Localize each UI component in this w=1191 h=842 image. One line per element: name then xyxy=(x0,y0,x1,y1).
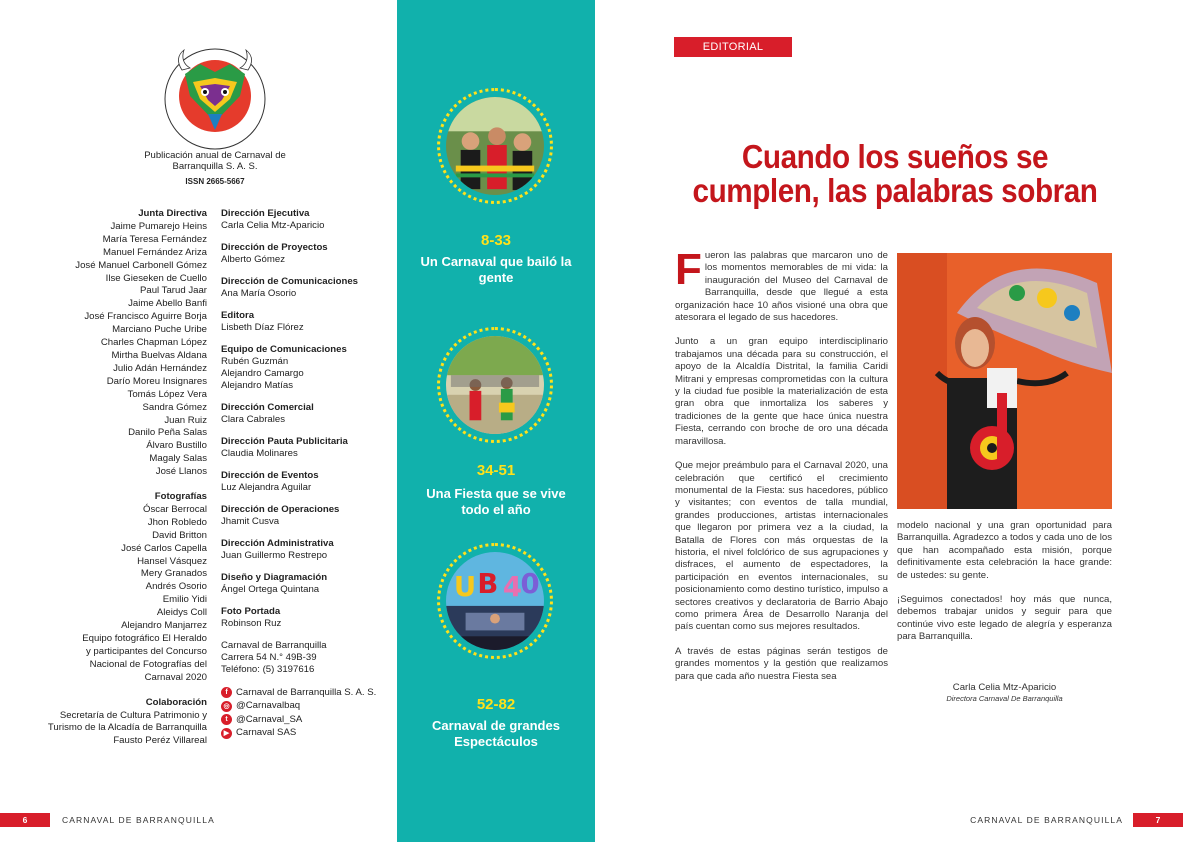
youtube-icon: ▶ xyxy=(221,728,232,739)
credit-name: Magaly Salas xyxy=(149,453,207,465)
right-page xyxy=(595,0,1191,842)
credit-heading: Dirección Comercial xyxy=(221,402,314,413)
section-title-2[interactable]: Una Fiesta que se vive todo el año xyxy=(426,486,566,517)
credit-name: Darío Moreu Insignares xyxy=(106,375,207,387)
credit-name: Mery Granados xyxy=(140,568,207,580)
section-photo-2[interactable] xyxy=(437,327,553,443)
credit-name: Marciano Puche Uribe xyxy=(112,324,207,336)
credit-name: Manuel Fernández Ariza xyxy=(103,246,207,258)
social-label: Carnaval de Barranquilla S. A. S. xyxy=(236,686,377,698)
paragraph-text: ueron las palabras que marcaron uno de los momentos memorables de mi vida: la inauguración del Museo del Carnaval de Barranquilla, desde que llegué a esta organización hace 10 años visioné una obra que atesorara el legado de sus hacedores. xyxy=(675,250,888,324)
credit-heading: Dirección de Operaciones xyxy=(221,504,340,515)
headline: Cuando los sueños se cumplen, las palabras sobran xyxy=(692,138,1098,209)
editorial-column-2 xyxy=(897,520,1112,656)
credit-heading: Dirección Pauta Publicitaria xyxy=(221,436,348,447)
credit-section xyxy=(221,310,391,334)
carnaval-logo xyxy=(160,44,270,154)
credit-name: Ilse Gieseken de Cuello xyxy=(105,272,207,284)
credit-name: Jaime Abello Banfi xyxy=(128,298,207,310)
publication-statement: Publicación anual de Carnaval de Barranquilla S. A. S. xyxy=(144,150,286,172)
paragraph xyxy=(675,245,888,324)
credit-section xyxy=(221,606,391,630)
director-photo xyxy=(897,253,1112,509)
twitter-icon: t xyxy=(221,714,232,725)
credit-name: Álvaro Bustillo xyxy=(146,440,207,452)
credit-sections xyxy=(221,208,391,630)
address-block xyxy=(221,640,391,676)
credit-name: Aleidys Coll xyxy=(156,607,207,619)
credit-name: Rubén Guzmán xyxy=(221,356,289,367)
credit-heading: Dirección Administrativa xyxy=(221,538,334,549)
svg-text:B: B xyxy=(477,569,499,601)
social-facebook[interactable] xyxy=(221,686,391,700)
credits-right-column xyxy=(221,208,391,740)
address-line: Carrera 54 N.° 49B-39 xyxy=(221,652,317,663)
paragraph: modelo nacional y una gran oportunidad para Barranquilla. Agradezco a todos y cada uno de los que han acompañado esta misión, porque definitivamente esta celebración la hace grande: de ustedes: su gente. xyxy=(897,520,1112,581)
credit-heading: Junta Directiva xyxy=(138,208,207,219)
paragraph: ¡Seguimos conectados! hoy más que nunca, debemos trabajar unidos y seguir para que continúe vivo este legado de alegría y esperanza para Barranquilla. xyxy=(897,594,1112,643)
svg-text:U: U xyxy=(453,572,477,604)
credit-section xyxy=(221,276,391,300)
credit-name: Andrés Osorio xyxy=(145,581,207,593)
credit-name: Alejandro Manjarrez xyxy=(121,620,207,632)
credit-name: Robinson Ruz xyxy=(221,618,282,629)
credit-name: David Britton xyxy=(152,529,207,541)
social-links xyxy=(221,686,391,740)
credit-heading: Dirección de Eventos xyxy=(221,470,319,481)
credit-name: Sandra Gómez xyxy=(142,401,207,413)
credit-name: José Llanos xyxy=(155,466,207,478)
credit-name: Óscar Berrocal xyxy=(143,503,207,515)
credit-name: Juan Ruiz xyxy=(164,414,207,426)
paragraph: A través de estas páginas serán testigos de grandes momentos y la gestión que realizamos para que cada año nuestra Fiesta sea xyxy=(675,645,888,682)
credit-name: Hansel Vásquez xyxy=(137,555,207,567)
social-label: @Carnaval_SA xyxy=(236,713,303,725)
credit-section xyxy=(221,242,391,266)
section-title-3[interactable]: Carnaval de grandes Espectáculos xyxy=(432,718,560,749)
credit-name: y participantes del Concurso xyxy=(85,645,207,657)
page-number: 6 xyxy=(0,813,50,827)
issn: ISSN 2665-5667 xyxy=(185,177,245,186)
section-photo-3[interactable] xyxy=(437,543,553,659)
left-page xyxy=(0,0,397,842)
credit-name: Charles Chapman López xyxy=(100,337,207,349)
paragraph: Que mejor preámbulo para el Carnaval 2020, una celebración que certificó el crecimiento monumental de la Fiesta: sus hacedores, público y visitantes; con eventos de talla mundial, grandes producciones, artistas internacionales que llegaron por primera vez a la ciudad, la Batalla de Flores con más orquestas de la historia, el nivel folclórico de sus agrupaciones y disfraces, el aumento de espectadores, la participación en eventos internacionales, su posicionamiento como destino turístico, impulso a sectores creativos y declaratoria de Barrio Abajo como primera Área de Desarrollo Naranja del país cuentan como sus mejores resultados. xyxy=(675,460,888,633)
section-photo-1[interactable] xyxy=(437,88,553,204)
social-instagram[interactable] xyxy=(221,700,391,714)
credit-heading: Foto Portada xyxy=(221,606,281,617)
contents-strip xyxy=(397,0,595,842)
credit-name: Equipo fotográfico El Heraldo xyxy=(82,633,207,644)
section-pages-3: 52-82 xyxy=(476,696,516,713)
credit-names xyxy=(30,504,207,685)
footer-title: CARNAVAL DE BARRANQUILLA xyxy=(62,815,215,825)
credit-section xyxy=(221,436,391,460)
credit-name: Turismo de la Alcadía de Barranquilla xyxy=(47,722,207,734)
social-youtube[interactable] xyxy=(221,727,391,741)
credit-section xyxy=(221,572,391,596)
credit-name: Paul Tarud Jaar xyxy=(139,285,207,297)
facebook-icon: f xyxy=(221,687,232,698)
credit-name: Alberto Gómez xyxy=(221,254,285,265)
credit-name: Jaime Pumarejo Heins xyxy=(110,220,207,232)
credit-name: Lisbeth Díaz Flórez xyxy=(221,322,304,333)
credit-name: María Teresa Fernández xyxy=(102,233,207,245)
credit-name: Luz Alejandra Aguilar xyxy=(221,482,312,493)
credit-names xyxy=(30,710,207,749)
credit-section xyxy=(221,470,391,494)
credit-heading: Dirección de Proyectos xyxy=(221,242,328,253)
section-pages-1: 8-33 xyxy=(480,232,512,249)
credit-heading: Diseño y Diagramación xyxy=(221,572,328,583)
credit-name: Secretaría de Cultura Patrimonio y xyxy=(59,709,207,721)
credit-name: Clara Cabrales xyxy=(221,414,285,425)
credit-name: José Francisco Aguirre Borja xyxy=(84,311,207,323)
credit-name: Alejandro Matías xyxy=(221,380,293,391)
svg-text:0: 0 xyxy=(520,569,540,601)
section-tag: EDITORIAL xyxy=(674,37,792,57)
instagram-icon: ◎ xyxy=(221,701,232,712)
credit-heading: Dirección Ejecutiva xyxy=(221,208,310,219)
credit-section xyxy=(221,344,391,392)
footer-title: CARNAVAL DE BARRANQUILLA xyxy=(970,815,1123,825)
paragraph: Junto a un gran equipo interdisciplinario trabajamos una década para su construcción, el apoyo de la Alcaldía Distrital, la familia Caridi Mitrani y empresas comprometidas con la cultura y la ciudad fue posible la materialización de esta gran obra que inmortaliza los saberes y tradiciones de la gente que hace única nuestra Fiesta, cerrando con broche de oro una década maravillosa. xyxy=(675,336,888,447)
credit-name: Alejandro Camargo xyxy=(221,368,304,379)
credit-section xyxy=(221,504,391,528)
credit-name: Claudia Molinares xyxy=(221,448,298,459)
credit-name: Tomás López Vera xyxy=(127,388,207,400)
credit-name: Carnaval 2020 xyxy=(144,671,207,683)
credit-section xyxy=(221,402,391,426)
address-line: Carnaval de Barranquilla xyxy=(221,640,327,651)
credit-name: Juan Guillermo Restrepo xyxy=(221,550,328,561)
social-label: @Carnavalbaq xyxy=(236,700,301,712)
credit-name: Danilo Peña Salas xyxy=(128,427,207,439)
credit-name: Emilio Yidi xyxy=(162,594,207,606)
drop-cap: F xyxy=(675,245,702,294)
credit-heading: Equipo de Comunicaciones xyxy=(221,344,347,355)
address-line: Teléfono: (5) 3197616 xyxy=(221,664,315,675)
signature-role: Directora Carnaval De Barranquilla xyxy=(946,694,1063,703)
social-label: Carnaval SAS xyxy=(236,727,297,739)
credit-name: Fausto Peréz Villareal xyxy=(113,735,207,747)
credit-name: José Manuel Carbonell Gómez xyxy=(75,259,207,271)
svg-text:4: 4 xyxy=(502,572,522,604)
credit-name: Carla Celia Mtz-Aparicio xyxy=(221,220,325,231)
credit-heading: Dirección de Comunicaciones xyxy=(221,276,359,287)
credit-name: Mirtha Buelvas Aldana xyxy=(111,349,207,361)
social-twitter[interactable] xyxy=(221,713,391,727)
credit-name: Julio Adán Hernández xyxy=(113,362,207,374)
credit-heading: Fotografías xyxy=(154,491,207,503)
credit-heading: Colaboración xyxy=(145,696,207,708)
page-number: 7 xyxy=(1133,813,1183,827)
credit-names xyxy=(30,221,207,479)
credit-name: Ana María Osorio xyxy=(221,288,297,299)
credit-section xyxy=(221,208,391,232)
footer-left xyxy=(0,813,397,827)
credit-name: Nacional de Fotografías del xyxy=(89,658,207,670)
footer-right xyxy=(595,813,1191,827)
editorial-column-1 xyxy=(675,245,888,695)
credit-heading: Editora xyxy=(221,310,255,321)
section-pages-2: 34-51 xyxy=(476,462,516,479)
credit-name: José Carlos Capella xyxy=(121,542,207,554)
credit-name: Jhon Robledo xyxy=(147,516,207,528)
credits-left-column xyxy=(30,208,207,748)
signature-name: Carla Celia Mtz-Aparicio xyxy=(952,682,1057,693)
section-title-1[interactable]: Un Carnaval que bailó la gente xyxy=(420,254,572,285)
credit-section xyxy=(221,538,391,562)
credit-name: Ángel Ortega Quintana xyxy=(221,584,320,595)
credit-name: Jhamit Cusva xyxy=(221,516,280,527)
